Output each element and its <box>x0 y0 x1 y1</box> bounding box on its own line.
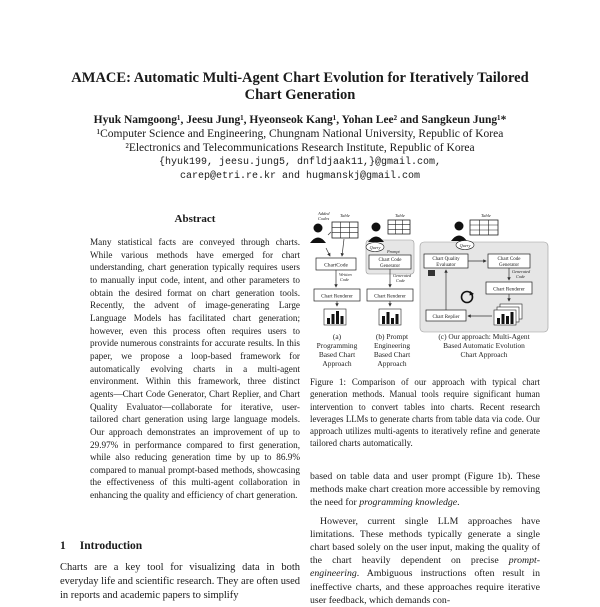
caption-a-4: Approach <box>322 359 352 368</box>
panel-c-table-icon <box>470 220 498 235</box>
abstract-heading: Abstract <box>174 213 216 225</box>
panel-b-code-label-1: Generated <box>393 273 412 278</box>
panel-c-generator-1: Chart Code <box>497 257 521 262</box>
panel-a-code-label-2: Code <box>340 277 350 282</box>
panel-a <box>310 211 360 325</box>
panel-a-chart-icon <box>324 309 346 325</box>
panel-b-generator-1: Chart Code <box>378 258 402 263</box>
panel-c <box>420 213 548 332</box>
panel-c-query-bubble <box>456 241 474 250</box>
caption-b-2: Engineering <box>373 341 411 350</box>
panel-b <box>366 213 414 325</box>
panel-a-input-label-2: Codes <box>318 216 330 221</box>
caption-a-1: (a) <box>332 332 342 341</box>
caption-b-4: Approach <box>377 359 407 368</box>
panel-c-code-label-1: Generated <box>512 269 531 274</box>
panel-a-table-icon <box>332 222 358 238</box>
panel-b-renderer: Chart Renderer <box>374 293 406 300</box>
right-p1-text-b: . <box>457 497 460 509</box>
panel-c-replier: Chart Replier <box>432 314 460 320</box>
panel-b-user-icon <box>368 223 384 243</box>
panel-a-user-icon <box>310 224 326 244</box>
caption-b-1: (b) Prompt <box>375 332 409 341</box>
figure-diagram <box>304 208 550 368</box>
right-p2-text-b: . Ambiguous instructions often result in ineffective charts, and these approaches require iterative user feedback, which demands con- <box>310 568 540 606</box>
panel-c-evaluator-2: Evaluator <box>436 263 456 268</box>
section-number: 1 <box>60 540 66 552</box>
panel-a-input-label-1: Added <box>318 211 330 216</box>
caption-b-3: Based Chart <box>373 350 411 359</box>
panel-b-chart-icon <box>379 309 401 325</box>
title-line-1: AMACE: Automatic Multi-Agent Chart Evolution for Iteratively Tailored <box>71 70 529 86</box>
panel-c-query: Query <box>459 242 471 248</box>
panel-b-generator-2: Generator <box>380 264 400 269</box>
panel-b-table-label: Table <box>395 213 405 218</box>
section-heading <box>60 540 156 552</box>
panel-c-generator-2: Generator <box>499 263 519 268</box>
panel-b-query: Query <box>369 244 381 250</box>
section-title: Introduction <box>79 540 143 552</box>
right-p1-emphasis: programming knowledge <box>359 497 458 509</box>
panel-c-evaluator-1: Chart Quality <box>432 257 460 262</box>
panel-b-code-label-2: Code <box>396 278 406 283</box>
caption-c-1: (c) Our approach: Multi-Agent <box>438 332 530 341</box>
right-paragraph-2 <box>310 515 540 607</box>
panel-a-code-label-1: Written <box>339 272 352 277</box>
panel-a-renderer: Chart Renderer <box>321 293 353 300</box>
introduction-text: Charts are a key tool for visualizing data in both everyday life and scientific research. They are often used in reports and academic papers to simplify <box>60 562 300 601</box>
panel-c-table-label: Table <box>481 213 491 218</box>
figure-caption: Figure 1: Comparison of our approach with typical chart generation methods. Manual tools require significant human intervention to convert tables into charts. Recent research leverages LLMs to generate charts from table data via code. Our approach utilizes multi-agents to iteratively refine and generate tailored charts automatically. <box>310 377 540 449</box>
affiliation-1: ¹Computer Science and Engineering, Chungnam National University, Republic of Korea <box>96 128 504 140</box>
affiliation-2: ²Electronics and Telecommunications Research Institute, Republic of Korea <box>125 142 475 154</box>
title-line-2: Chart Generation <box>244 87 356 103</box>
right-p2-emphasis: prompt-engineering <box>310 555 540 580</box>
caption-c-2: Based Automatic Evolution <box>443 341 525 350</box>
caption-c-3: Chart Approach <box>460 350 508 359</box>
panel-b-prompt-label: Prompt <box>387 249 400 254</box>
email-line-2: carep@etri.re.kr and hugmanskj@gmail.com <box>179 171 421 182</box>
caption-a-3: Based Chart <box>318 350 356 359</box>
panel-c-code-label-2: Code <box>516 274 526 279</box>
email-line-1: {hyuk199, jeesu.jung5, dnfldjaak11,}@gmail.com, <box>158 157 442 168</box>
panel-a-chartcode: ChartCode <box>324 262 348 269</box>
abstract-text: Many statistical facts are conveyed through charts. While various methods have emerged for chart understanding, chart generation typically requires users to manually input code, intent, and other parameters to obtain the desired format on chart generation tools. Recently, the advent of image-generating Large Language Models has facilitated chart generation; however, even this process often requires users to provide numerous constraints for accurate results. In this paper, we propose a loop-based framework for automatically evolving charts in a multi-agent environment. Within this framework, three distinct agents—Chart Code Generator, Chart Replier, and Chart Quality Evaluator—collaborate for iterative, user-tailored chart generation using large language models. Our approach demonstrates an improvement of up to 29.97% in performance compared to first generation, while also reducing generation time by up to 86.9% compared to manual prompt-based methods, showcasing the effectiveness of this multi-agent collaboration in enhancing the quality and efficiency of chart generation. <box>90 237 300 501</box>
paper-title <box>40 70 560 104</box>
panel-a-table-label: Table <box>340 213 350 218</box>
panel-c-renderer: Chart Renderer <box>493 286 525 293</box>
right-column-text <box>310 470 540 607</box>
right-paragraph-1 <box>310 470 540 510</box>
panel-c-chart-stack-icon <box>494 304 522 325</box>
panel-c-evaluator-robot-icon <box>428 270 435 276</box>
author-list: Hyuk Namgoong¹, Jeesu Jung¹, Hyeonseok Kang¹, Yohan Lee² and Sangkeun Jung¹* <box>93 114 507 126</box>
right-p1-text-a: based on table data and user prompt (Figure 1b). These methods make chart creation more accessible by removing the need for <box>310 471 540 509</box>
panel-c-user-icon <box>451 222 467 242</box>
panel-b-query-bubble <box>366 243 384 252</box>
panel-b-table-icon <box>388 220 410 234</box>
figure-1 <box>304 208 550 368</box>
caption-a-2: Programming <box>316 341 358 350</box>
right-p2-text-a: However, current single LLM approaches have limitations. These methods typically generate a single chart based solely on the user input, making the quality of the chart heavily dependent on precise <box>310 515 540 567</box>
panel-captions <box>317 332 531 368</box>
